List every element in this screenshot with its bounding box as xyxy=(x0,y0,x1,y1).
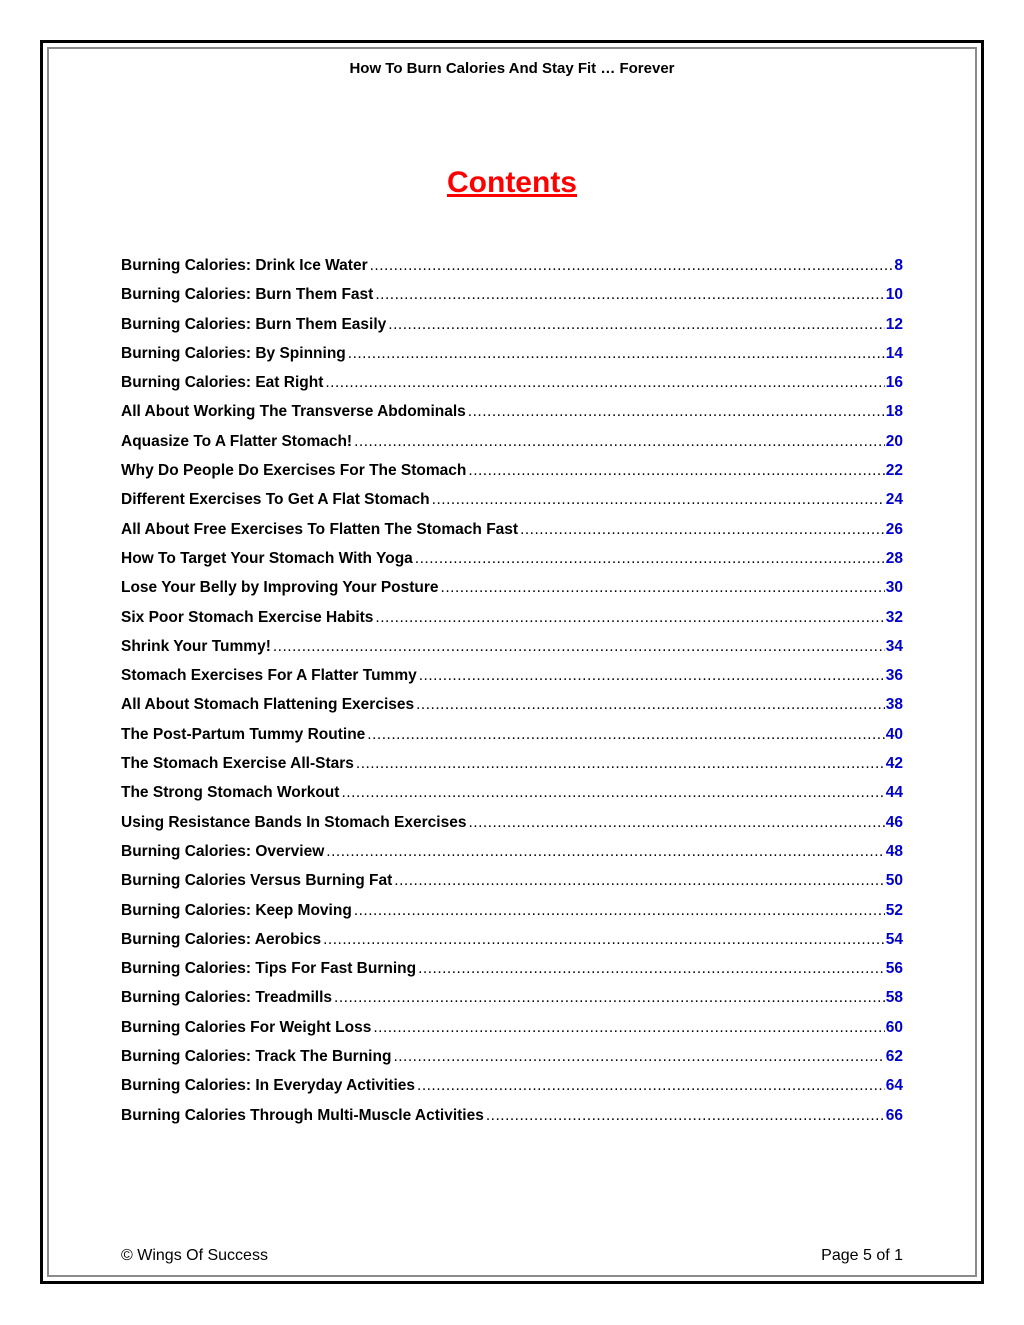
toc-dot-leader xyxy=(388,316,884,334)
toc-entry-title[interactable]: Burning Calories: Aerobics xyxy=(121,930,322,948)
toc-entry-page-number[interactable]: 20 xyxy=(885,432,903,450)
toc-entry-title[interactable]: Burning Calories: Keep Moving xyxy=(121,901,352,919)
toc-entry[interactable] xyxy=(121,638,903,667)
toc-entry-page-number[interactable]: 24 xyxy=(885,491,903,509)
toc-entry-page-number[interactable]: 42 xyxy=(885,755,903,773)
toc-dot-leader xyxy=(417,1077,885,1095)
toc-entry-page-number[interactable]: 36 xyxy=(885,667,903,685)
toc-entry[interactable] xyxy=(121,814,903,843)
toc-entry-page-number[interactable]: 64 xyxy=(885,1077,903,1095)
toc-entry-title[interactable]: Burning Calories: By Spinning xyxy=(121,344,346,362)
toc-dot-leader xyxy=(375,609,884,627)
toc-entry-title[interactable]: Aquasize To A Flatter Stomach! xyxy=(121,432,353,450)
toc-entry-title[interactable]: All About Stomach Flattening Exercises xyxy=(121,696,415,714)
toc-entry[interactable] xyxy=(121,726,903,755)
toc-entry-title[interactable]: Lose Your Belly by Improving Your Posture xyxy=(121,579,439,597)
toc-dot-leader xyxy=(356,755,885,773)
toc-entry[interactable] xyxy=(121,931,903,960)
toc-entry[interactable] xyxy=(121,257,903,286)
toc-entry-page-number[interactable]: 12 xyxy=(885,315,903,333)
toc-entry-page-number[interactable]: 16 xyxy=(885,374,903,392)
toc-dot-leader xyxy=(468,403,885,421)
toc-entry-title[interactable]: The Strong Stomach Workout xyxy=(121,784,340,802)
toc-entry-title[interactable]: Burning Calories: Drink Ice Water xyxy=(121,257,368,274)
toc-entry-title[interactable]: Shrink Your Tummy! xyxy=(121,637,271,655)
toc-entry-page-number[interactable]: 50 xyxy=(885,872,903,890)
toc-entry-page-number[interactable]: 56 xyxy=(885,960,903,978)
toc-entry[interactable] xyxy=(121,433,903,462)
toc-entry-title[interactable]: The Post-Partum Tummy Routine xyxy=(121,725,366,743)
toc-entry-title[interactable]: Burning Calories For Weight Loss xyxy=(121,1018,372,1036)
toc-entry-page-number[interactable]: 10 xyxy=(885,286,903,304)
toc-entry[interactable] xyxy=(121,1019,903,1048)
toc-entry-page-number[interactable]: 52 xyxy=(885,901,903,919)
toc-entry-page-number[interactable]: 44 xyxy=(885,784,903,802)
toc-dot-leader xyxy=(373,1019,884,1037)
toc-entry[interactable] xyxy=(121,1048,903,1077)
toc-entry[interactable] xyxy=(121,609,903,638)
toc-dot-leader xyxy=(520,521,885,539)
footer-page-number: Page 5 of 1 xyxy=(821,1247,903,1264)
toc-entry-title[interactable]: Burning Calories: Treadmills xyxy=(121,989,333,1007)
toc-dot-leader xyxy=(393,1048,884,1066)
toc-entry[interactable] xyxy=(121,491,903,520)
toc-entry[interactable] xyxy=(121,1107,903,1136)
toc-entry-page-number[interactable]: 38 xyxy=(885,696,903,714)
toc-dot-leader xyxy=(325,374,884,392)
toc-entry[interactable] xyxy=(121,843,903,872)
toc-entry[interactable] xyxy=(121,521,903,550)
toc-entry[interactable] xyxy=(121,902,903,931)
toc-entry[interactable] xyxy=(121,696,903,725)
toc-dot-leader xyxy=(354,433,885,451)
toc-entry-title[interactable]: Burning Calories: Overview xyxy=(121,842,325,860)
toc-dot-leader xyxy=(419,667,885,685)
toc-entry-page-number[interactable]: 26 xyxy=(885,520,903,538)
toc-entry[interactable] xyxy=(121,550,903,579)
toc-entry-page-number[interactable]: 54 xyxy=(885,930,903,948)
toc-dot-leader xyxy=(375,286,884,304)
toc-entry-title[interactable]: Burning Calories: Eat Right xyxy=(121,374,324,392)
toc-entry[interactable] xyxy=(121,960,903,989)
toc-dot-leader xyxy=(341,784,884,802)
toc-entry-page-number[interactable]: 30 xyxy=(885,579,903,597)
toc-entry-title[interactable]: Six Poor Stomach Exercise Habits xyxy=(121,608,374,626)
toc-dot-leader xyxy=(394,872,884,890)
toc-entry-page-number[interactable]: 34 xyxy=(885,637,903,655)
toc-entry-page-number[interactable]: 66 xyxy=(885,1106,903,1124)
toc-dot-leader xyxy=(416,696,885,714)
footer-copyright: © Wings Of Success xyxy=(121,1247,268,1264)
toc-dot-leader xyxy=(468,814,884,832)
toc-dot-leader xyxy=(418,960,885,978)
toc-dot-leader xyxy=(367,726,884,744)
toc-entry-title[interactable]: Burning Calories: In Everyday Activities xyxy=(121,1077,416,1095)
toc-dot-leader xyxy=(370,257,894,275)
toc-entry-title[interactable]: Burning Calories Through Multi-Muscle Activities xyxy=(121,1106,484,1124)
toc-entry[interactable] xyxy=(121,989,903,1018)
toc-entry-page-number[interactable]: 8 xyxy=(894,257,903,274)
toc-entry-page-number[interactable]: 32 xyxy=(885,608,903,626)
toc-entry-page-number[interactable]: 62 xyxy=(885,1048,903,1066)
toc-entry-title[interactable]: Burning Calories: Burn Them Easily xyxy=(121,315,387,333)
toc-entry[interactable] xyxy=(121,872,903,901)
toc-entry-page-number[interactable]: 60 xyxy=(885,1018,903,1036)
toc-dot-leader xyxy=(468,462,884,480)
toc-entry-title[interactable]: Stomach Exercises For A Flatter Tummy xyxy=(121,667,417,685)
toc-entry[interactable] xyxy=(121,345,903,374)
toc-entry-title[interactable]: All About Working The Transverse Abdominals xyxy=(121,403,466,421)
toc-dot-leader xyxy=(348,345,885,363)
toc-dot-leader xyxy=(273,638,885,656)
toc-entry-title[interactable]: Using Resistance Bands In Stomach Exercises xyxy=(121,813,467,831)
toc-dot-leader xyxy=(415,550,885,568)
toc-entry-title[interactable]: Burning Calories: Track The Burning xyxy=(121,1048,392,1066)
toc-entry-page-number[interactable]: 22 xyxy=(885,462,903,480)
toc-entry-page-number[interactable]: 58 xyxy=(885,989,903,1007)
toc-entry-title[interactable]: Different Exercises To Get A Flat Stomach xyxy=(121,491,430,509)
toc-entry-title[interactable]: Why Do People Do Exercises For The Stomach xyxy=(121,462,467,480)
toc-entry-page-number[interactable]: 48 xyxy=(885,842,903,860)
toc-entry-title[interactable]: The Stomach Exercise All-Stars xyxy=(121,755,354,773)
toc-entry[interactable] xyxy=(121,286,903,315)
toc-entry-page-number[interactable]: 28 xyxy=(885,549,903,567)
toc-entry-title[interactable]: Burning Calories Versus Burning Fat xyxy=(121,872,393,890)
toc-entry-title[interactable]: Burning Calories: Tips For Fast Burning xyxy=(121,960,417,978)
toc-entry-page-number[interactable]: 40 xyxy=(885,725,903,743)
toc-entry[interactable] xyxy=(121,579,903,608)
toc-entry[interactable] xyxy=(121,1077,903,1106)
toc-entry[interactable] xyxy=(121,784,903,813)
toc-dot-leader xyxy=(486,1107,885,1125)
toc-entry[interactable] xyxy=(121,755,903,784)
toc-entry-page-number[interactable]: 18 xyxy=(885,403,903,421)
toc-entry-title[interactable]: Burning Calories: Burn Them Fast xyxy=(121,286,374,304)
toc-entry-page-number[interactable]: 46 xyxy=(885,813,903,831)
running-header: How To Burn Calories And Stay Fit … Forever xyxy=(349,60,675,77)
toc-dot-leader xyxy=(432,491,885,509)
toc-entry-page-number[interactable]: 14 xyxy=(885,344,903,362)
toc-dot-leader xyxy=(326,843,884,861)
toc-dot-leader xyxy=(441,579,885,597)
toc-entry[interactable] xyxy=(121,374,903,403)
toc-dot-leader xyxy=(323,931,885,949)
toc-entry[interactable] xyxy=(121,316,903,345)
toc-dot-leader xyxy=(334,989,885,1007)
toc-entry[interactable] xyxy=(121,667,903,696)
contents-heading: Contents xyxy=(447,166,577,199)
table-of-contents xyxy=(121,257,903,1136)
toc-entry-title[interactable]: All About Free Exercises To Flatten The Stomach Fast xyxy=(121,520,519,538)
toc-dot-leader xyxy=(354,902,885,920)
toc-entry[interactable] xyxy=(121,403,903,432)
toc-entry[interactable] xyxy=(121,462,903,491)
toc-entry-title[interactable]: How To Target Your Stomach With Yoga xyxy=(121,549,413,567)
